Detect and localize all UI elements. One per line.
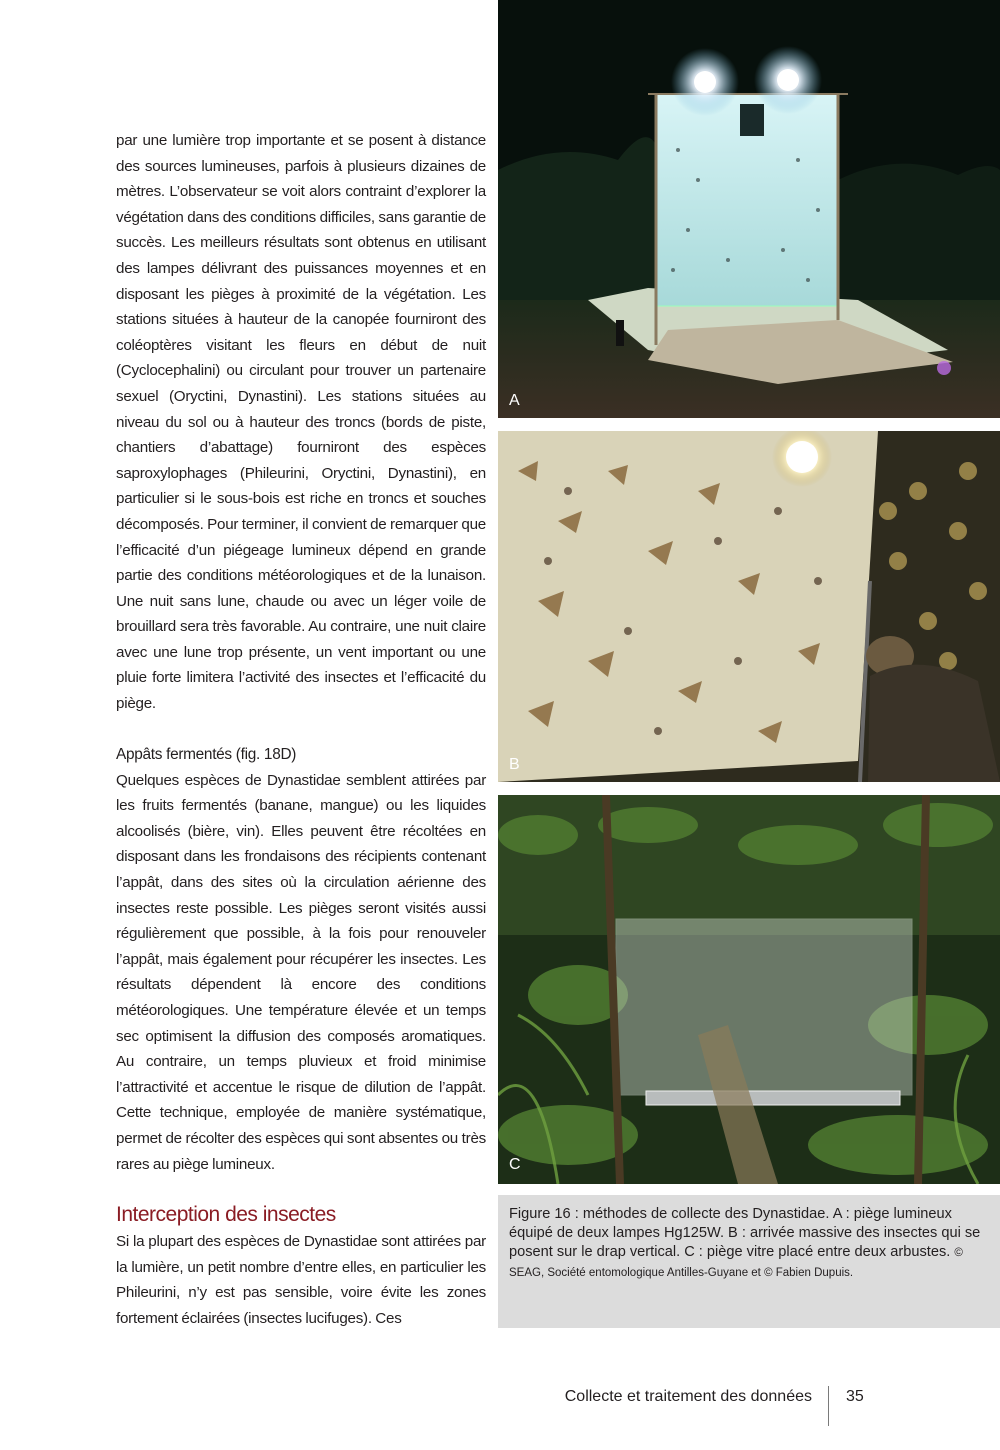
running-title: Collecte et traitement des données [564, 1388, 812, 1405]
footer-divider [828, 1386, 829, 1426]
window-trap-illustration [498, 795, 1000, 1184]
photo-light-trap [498, 0, 1000, 418]
photo-label-b: B [509, 756, 520, 773]
photo-window-trap [498, 795, 1000, 1184]
figure-caption-text: méthodes de collecte des Dynastidae. A : piège lumineux équipé de deux lampes Hg125W. B : arrivée massive des insectes qui se posent sur le drap vertical. C : piège vitre placé entre deux arbustes. [509, 1206, 981, 1260]
photo-insects-on-sheet [498, 431, 1000, 782]
body-paragraph-2: Quelques espèces de Dynastidae semblent attirées par les fruits fermentés (banane, mangue) ou les liquides alcoolisés (bière, vin). Elles peuvent être récoltées en disposant dans les frondaisons des récipients contenant l’appât, dans des sites où la circulation aérienne des insectes reste possible. Les pièges seront visités aussi régulièrement que possible, à la fois pour renouveler l’appât, mais également pour récupérer les insectes. Les résultats dépendent là encore des conditions météorologiques. Une température élevée et un temps sec optimisent la diffusion des composés aromatiques. Au contraire, un temps pluvieux et froid minimise l’attractivité et accentue le risque de dilution de l’appât. Cette technique, employée de manière systématique, permet de récolter des espèces qui sont absentes ou très rares au piège lumineux. [116, 771, 486, 1173]
body-paragraph-1: par une lumière trop importante et se posent à distance des sources lumineuses, parfois à plusieurs dizaines de mètres. L’observateur se voit alors contraint d’explorer la végétation dans des conditions difficiles, sans garantie de succès. Les meilleurs résultats sont obtenus en utilisant des lampes délivrant des puissances moyennes et en disposant les pièges à proximité de la végétation. Les stations situées à hauteur de la canopée fourniront des coléoptères visitant les fleurs en début de nuit (Cyclocephalini) ou circulant pour trouver un partenaire sexuel (Oryctini, Dynastini). Les stations situées au niveau du sol ou à hauteur des troncs (bords de piste, chantiers d’abattage) fourniront des espèces saproxylophages (Phileurini, Oryctini, Dynastini), en particulier si le sous-bois est riche en troncs et souches décomposés. Pour terminer, il convient de remarquer que l’efficacité d’un piégeage lumineux dépend en grande partie des conditions météorologiques et de la lunaison. Une nuit sans lune, chaude ou avec un léger voile de brouillard sera très favorable. Au contraire, une nuit claire avec une lune trop présente, un vent important ou une pluie forte limitera l’activité des insectes et l’efficacité du piège. [116, 132, 486, 713]
photo-label-c: C [509, 1156, 521, 1173]
insects-sheet-illustration [498, 431, 1000, 782]
page-footer [0, 1386, 1000, 1426]
figure-caption-label: Figure 16 : [509, 1206, 579, 1222]
page-number: 35 [846, 1388, 864, 1405]
text-column [116, 128, 486, 1332]
figure-caption-credit: © SEAG, Société entomologique Antilles-Guyane et © Fabien Dupuis. [509, 1247, 963, 1279]
light-trap-illustration [498, 0, 1000, 418]
section-heading-interception: Interception des insectes [116, 1203, 336, 1227]
photo-label-a: A [509, 392, 520, 409]
figure-caption [498, 1195, 1000, 1328]
body-paragraph-3: Si la plupart des espèces de Dynastidae sont attirées par la lumière, un petit nombre d’entre elles, en particulier les Phileurini, n’y est pas sensible, voire évite les zones fortement éclairées (insectes lucifuges). Ces [116, 1233, 486, 1327]
subheading-fermented-baits: Appâts fermentés (fig. 18D) [116, 745, 297, 763]
